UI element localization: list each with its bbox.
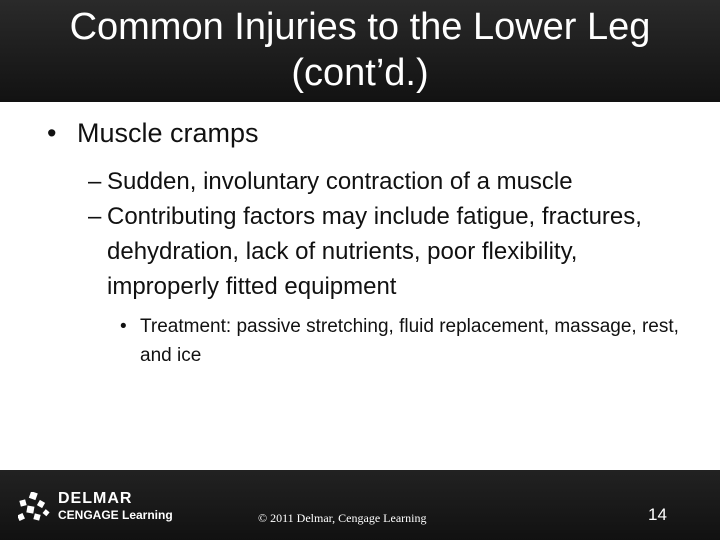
logo-delmar-text: DELMAR: [58, 490, 133, 507]
bullet-dot: •: [120, 316, 127, 337]
delmar-cengage-logo: [18, 490, 188, 528]
logo-mark-icon: [18, 492, 52, 524]
page-number: 14: [648, 505, 667, 524]
dash-marker: –: [88, 203, 102, 230]
slide-title: Common Injuries to the Lower Leg (cont’d.): [69, 6, 651, 94]
logo-cengage-text: CENGAGE Learning: [58, 508, 173, 522]
bullet-dot: •: [47, 118, 57, 148]
sub-sub-bullet-text: Treatment: passive stretching, fluid replacement, massage, rest, and ice: [140, 316, 679, 366]
sub-bullet-text: Sudden, involuntary contraction of a muscle: [107, 168, 573, 195]
bullet-text: Muscle cramps: [77, 118, 259, 148]
dash-marker: –: [88, 168, 102, 195]
copyright-text: © 2011 Delmar, Cengage Learning: [258, 511, 427, 525]
sub-bullet-text: Contributing factors may include fatigue, fractures, dehydration, lack of nutrients, poor flexibility, improperly fitted equipment: [107, 203, 642, 300]
